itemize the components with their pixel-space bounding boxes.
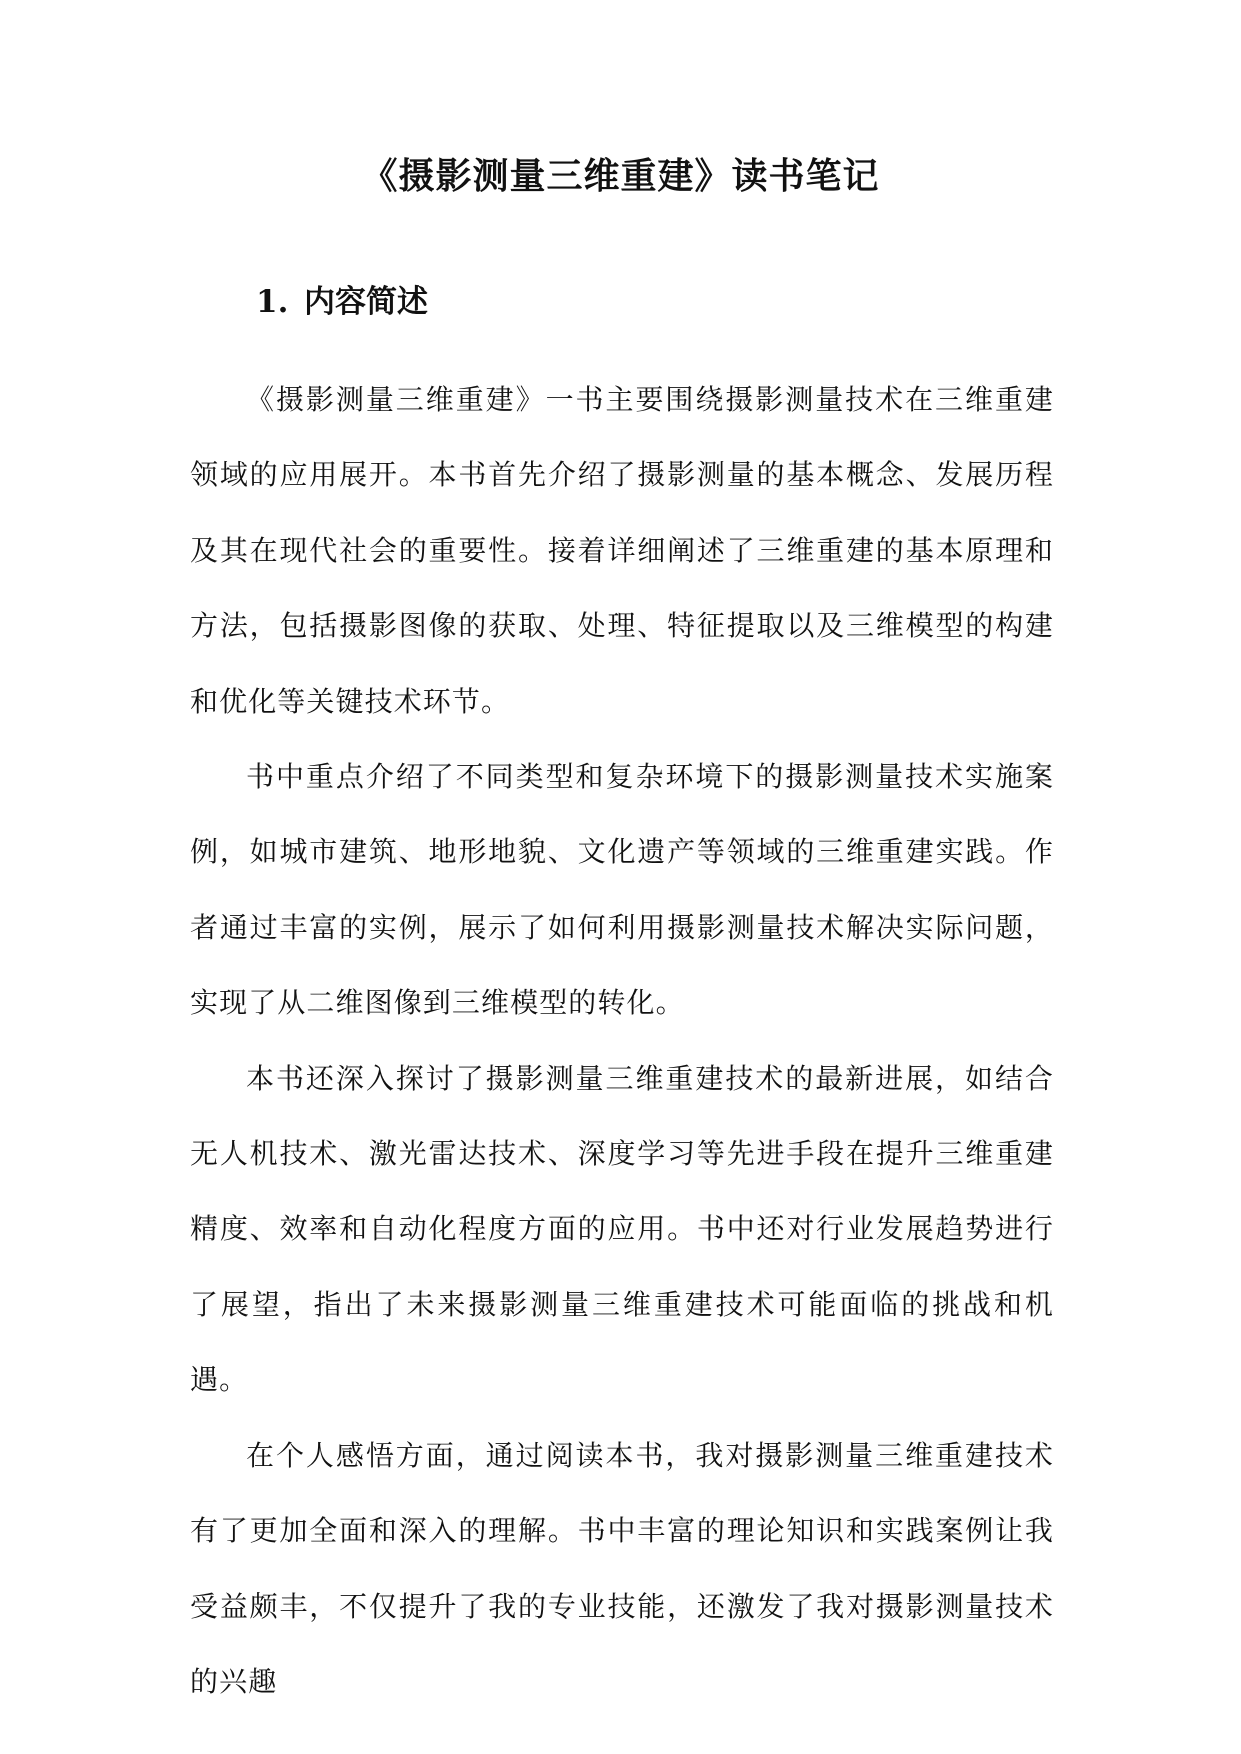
paragraph: 《摄影测量三维重建》一书主要围绕摄影测量技术在三维重建领域的应用展开。本书首先介绍了摄影测量的基本概念、发展历程及其在现代社会的重要性。接着详细阐述了三维重建的基本原理和方法，包括摄影图像的获取、处理、特征提取以及三维模型的构建和优化等关键技术环节。 (190, 383, 1054, 718)
paragraph: 书中重点介绍了不同类型和复杂环境下的摄影测量技术实施案例，如城市建筑、地形地貌、文化遗产等领域的三维重建实践。作者通过丰富的实例，展示了如何利用摄影测量技术解决实际问题，实现了从二维图像到三维模型的转化。 (190, 760, 1054, 1020)
document-body (190, 362, 1054, 1719)
paragraph: 本书还深入探讨了摄影测量三维重建技术的最新进展，如结合无人机技术、激光雷达技术、深度学习等先进手段在提升三维重建精度、效率和自动化程度方面的应用。书中还对行业发展趋势进行了展望，指出了未来摄影测量三维重建技术可能面临的挑战和机遇。 (190, 1061, 1054, 1397)
document-title: 《摄影测量三维重建》读书笔记 (361, 155, 880, 197)
section-heading-text: 内容简述 (304, 284, 428, 320)
paragraph: 在个人感悟方面，通过阅读本书，我对摄影测量三维重建技术有了更加全面和深入的理解。书中丰富的理论知识和实践案例让我受益颇丰，不仅提升了我的专业技能，还激发了我对摄影测量技术的兴趣 (190, 1438, 1054, 1698)
section-number: 1. (256, 284, 289, 320)
section-heading (256, 280, 428, 324)
